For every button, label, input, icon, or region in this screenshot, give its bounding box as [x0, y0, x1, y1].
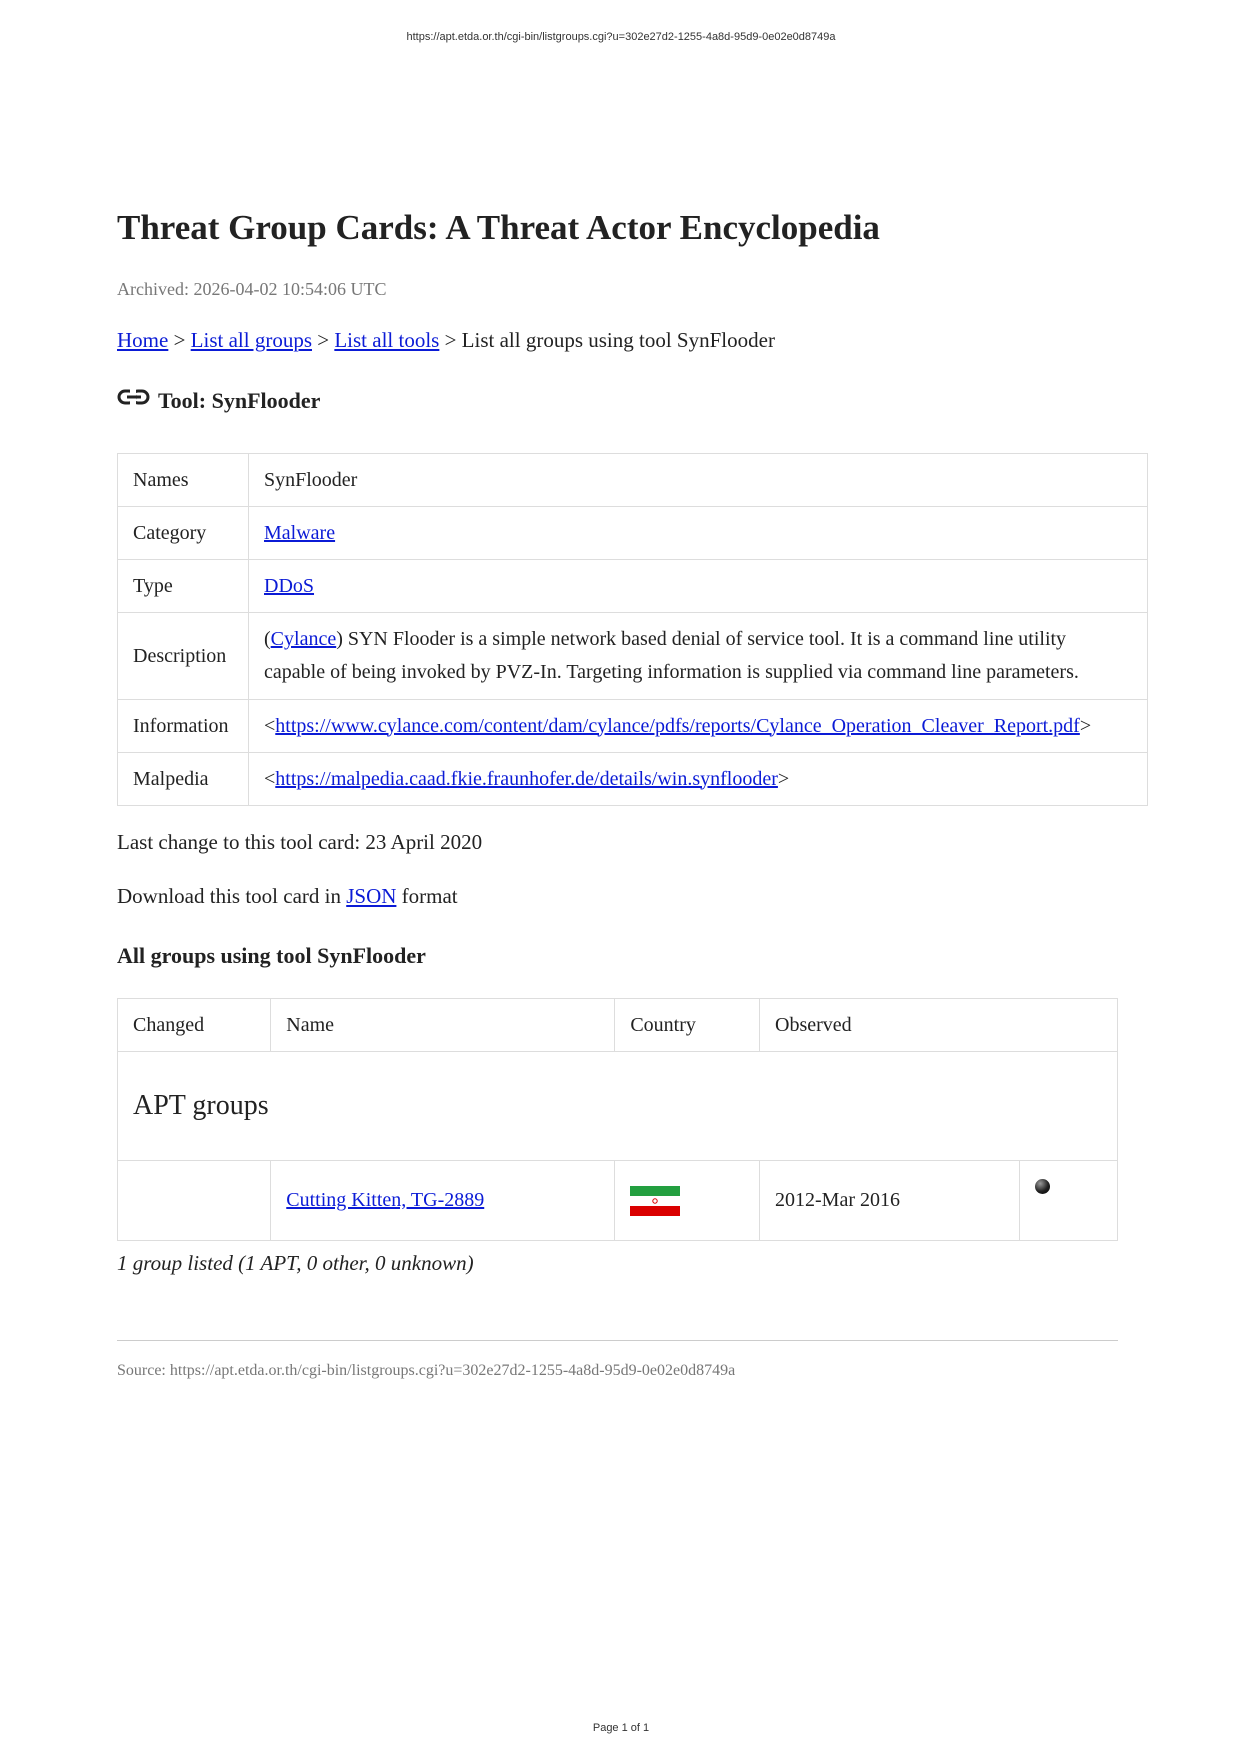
- type-label: Type: [118, 560, 249, 613]
- breadcrumb-tools-link[interactable]: List all tools: [334, 328, 440, 352]
- status-cell: [1020, 1161, 1118, 1241]
- angle-open: <: [264, 767, 276, 790]
- last-change-text: Last change to this tool card: 23 April 2020: [117, 830, 483, 854]
- json-download-link[interactable]: JSON: [346, 884, 397, 908]
- tool-info-table: [117, 453, 1148, 806]
- table-header-row: [118, 999, 1118, 1052]
- link-icon: [117, 388, 151, 408]
- groups-summary: 1 group listed (1 APT, 0 other, 0 unknown): [117, 1251, 474, 1275]
- country-cell: [615, 1161, 760, 1241]
- table-row: [118, 454, 1148, 507]
- description-text: ) SYN Flooder is a simple network based denial of service tool. It is a command line utility capable of being invoked by PVZ-In. Targeting information is supplied via command line parameters.: [264, 628, 1079, 683]
- malpedia-link[interactable]: https://malpedia.caad.fkie.fraunhofer.de/details/win.synflooder: [275, 767, 778, 790]
- section-row: [118, 1052, 1118, 1161]
- breadcrumb-separator: >: [168, 328, 191, 352]
- observed-cell: 2012-Mar 2016: [760, 1161, 1020, 1241]
- table-row: [118, 613, 1148, 700]
- breadcrumb-groups-link[interactable]: List all groups: [190, 328, 312, 352]
- table-row: [118, 700, 1148, 753]
- description-open-paren: (: [264, 628, 271, 650]
- divider: [117, 1340, 1118, 1341]
- angle-close: >: [1079, 714, 1092, 737]
- type-link[interactable]: DDoS: [264, 574, 315, 597]
- information-label: Information: [118, 700, 249, 753]
- names-label: Names: [118, 454, 249, 507]
- status-dot-icon: [1035, 1179, 1050, 1194]
- description-source-link[interactable]: Cylance: [270, 628, 337, 650]
- malpedia-label: Malpedia: [118, 753, 249, 806]
- table-row: [118, 1161, 1118, 1241]
- description-label: Description: [118, 613, 249, 700]
- name-cell: [271, 1161, 615, 1241]
- apt-groups-section-title: APT groups: [118, 1052, 1118, 1161]
- tool-heading: [117, 388, 320, 414]
- col-changed-header: Changed: [118, 999, 271, 1052]
- breadcrumb-separator: >: [312, 328, 335, 352]
- print-header-url: https://apt.etda.or.th/cgi-bin/listgroups.cgi?u=302e27d2-1255-4a8d-95d9-0e02e0d8749a: [406, 31, 836, 43]
- groups-heading: All groups using tool SynFlooder: [117, 943, 426, 968]
- category-label: Category: [118, 507, 249, 560]
- iran-flag-icon: [630, 1186, 680, 1216]
- page-number: Page 1 of 1: [592, 1722, 650, 1734]
- source-url: Source: https://apt.etda.or.th/cgi-bin/listgroups.cgi?u=302e27d2-1255-4a8d-95d9-0e02e0d8749a: [117, 1362, 736, 1379]
- page-title: Threat Group Cards: A Threat Actor Encyclopedia: [117, 208, 880, 247]
- malpedia-cell: [249, 753, 1148, 806]
- table-row: [118, 507, 1148, 560]
- col-country-header: Country: [615, 999, 760, 1052]
- angle-close: >: [777, 767, 790, 790]
- download-text-after: format: [396, 884, 458, 908]
- breadcrumb-home-link[interactable]: Home: [117, 328, 169, 352]
- archived-timestamp: Archived: 2026-04-02 10:54:06 UTC: [117, 279, 387, 299]
- information-cell: [249, 700, 1148, 753]
- col-name-header: Name: [271, 999, 615, 1052]
- category-link[interactable]: Malware: [264, 521, 336, 544]
- category-cell: [249, 507, 1148, 560]
- breadcrumb: [117, 328, 775, 353]
- names-value: SynFlooder: [249, 454, 1148, 507]
- angle-open: <: [264, 714, 276, 737]
- type-cell: [249, 560, 1148, 613]
- table-row: [118, 560, 1148, 613]
- information-link[interactable]: https://www.cylance.com/content/dam/cylance/pdfs/reports/Cylance_Operation_Cleaver_Report.pdf: [275, 714, 1080, 737]
- groups-table: [117, 998, 1118, 1241]
- description-cell: [249, 613, 1148, 700]
- table-row: [118, 753, 1148, 806]
- download-text-before: Download this tool card in: [117, 884, 347, 908]
- group-link[interactable]: Cutting Kitten, TG-2889: [286, 1189, 485, 1211]
- changed-cell: [118, 1161, 271, 1241]
- col-observed-header: Observed: [760, 999, 1118, 1052]
- download-line: [117, 884, 458, 909]
- tool-heading-text: Tool: SynFlooder: [158, 388, 321, 413]
- breadcrumb-current: > List all groups using tool SynFlooder: [439, 328, 775, 352]
